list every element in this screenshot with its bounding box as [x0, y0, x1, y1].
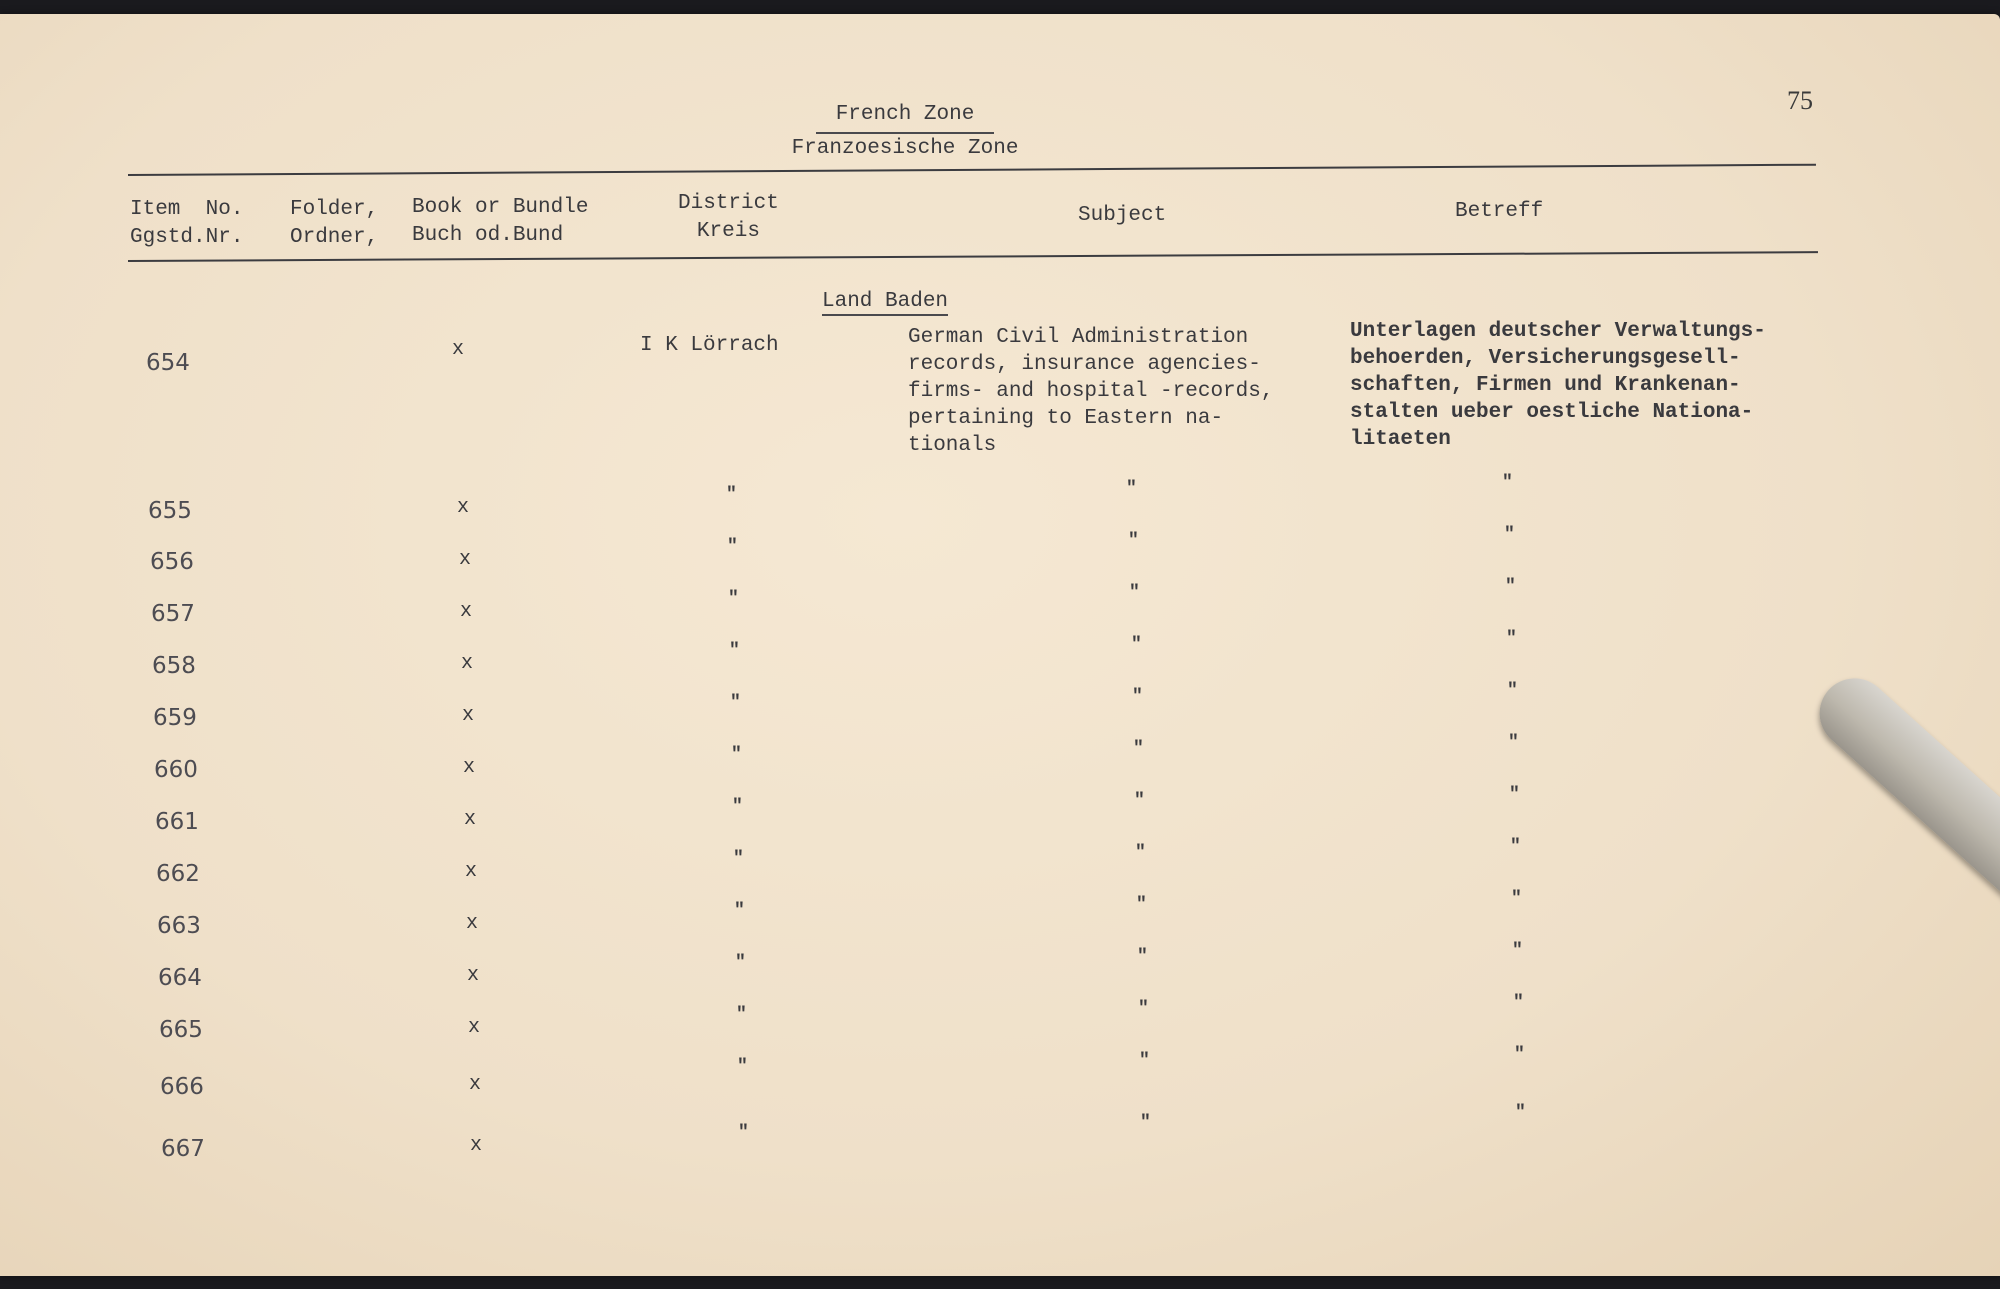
betreff-ditto: " [1507, 681, 1518, 701]
book-mark: x [463, 756, 476, 779]
header-folder [290, 196, 378, 252]
header-folder-de: Ordner, [290, 226, 379, 249]
item-number: 667 [161, 1136, 205, 1162]
betreff-ditto: " [1514, 1045, 1525, 1065]
header-district [678, 190, 779, 246]
header-book [412, 194, 588, 250]
subject-ditto: " [1128, 531, 1139, 551]
subject-ditto: " [1139, 1051, 1150, 1071]
item-number: 665 [159, 1017, 203, 1043]
subject-ditto: " [1137, 947, 1148, 967]
item-number: 656 [150, 549, 194, 575]
betreff-ditto: " [1509, 785, 1520, 805]
item-number: 660 [154, 757, 198, 783]
subject-ditto: " [1131, 635, 1142, 655]
book-mark: x [465, 860, 478, 883]
subject-ditto: " [1140, 1113, 1151, 1133]
district-ditto: " [727, 537, 738, 557]
subject-ditto: " [1138, 999, 1149, 1019]
item-number: 664 [158, 965, 202, 991]
header-top-rule [128, 164, 1816, 176]
book-mark: x [467, 964, 480, 987]
district-ditto: " [729, 641, 740, 661]
item-number: 659 [153, 705, 197, 731]
district-ditto: " [735, 953, 746, 973]
book-mark: x [469, 1073, 482, 1096]
district-ditto: " [734, 901, 745, 921]
page-holder-clip [1805, 664, 2000, 917]
page-number: 75 [1787, 86, 1813, 115]
item-number: 661 [155, 809, 199, 835]
header-folder-en: Folder, [290, 198, 379, 221]
district-ditto: " [733, 849, 744, 869]
section-title: Land Baden [822, 290, 948, 316]
item-number: 663 [157, 913, 201, 939]
header-district-en: District [678, 192, 779, 215]
book-mark: x [466, 912, 479, 935]
zone-title-english: French Zone [816, 100, 995, 134]
book-mark: x [470, 1134, 483, 1157]
subject-ditto: " [1135, 843, 1146, 863]
header-item-no-en: Item No. [130, 198, 244, 221]
betreff-ditto: " [1511, 889, 1522, 909]
header-book-en: Book or Bundle [412, 196, 589, 219]
betreff-ditto: " [1513, 993, 1524, 1013]
district-ditto: " [726, 485, 737, 505]
district-cell: I K Lörrach [640, 334, 779, 357]
item-number: 657 [151, 601, 195, 627]
header-subject: Subject [1078, 204, 1167, 227]
header-bottom-rule [128, 251, 1818, 262]
district-ditto: " [736, 1005, 747, 1025]
district-ditto: " [737, 1057, 748, 1077]
book-mark: x [468, 1016, 481, 1039]
item-number: 662 [156, 861, 200, 887]
item-number: 658 [152, 653, 196, 679]
betreff-ditto: " [1515, 1103, 1526, 1123]
book-mark: x [452, 338, 465, 361]
subject-ditto: " [1129, 583, 1140, 603]
item-number: 654 [146, 350, 190, 376]
item-number: 666 [160, 1074, 204, 1100]
district-ditto: " [730, 693, 741, 713]
district-ditto: " [728, 589, 739, 609]
book-mark: x [461, 652, 474, 675]
header-betreff: Betreff [1455, 200, 1544, 223]
subject-ditto: " [1133, 739, 1144, 759]
betreff-ditto: " [1502, 473, 1513, 493]
zone-title-german: Franzoesische Zone [791, 137, 1019, 160]
subject-ditto: " [1132, 687, 1143, 707]
zone-title [770, 100, 1040, 164]
header-district-de: Kreis [696, 220, 760, 243]
betreff-ditto: " [1506, 629, 1517, 649]
betreff-ditto: " [1505, 577, 1516, 597]
subject-ditto: " [1134, 791, 1145, 811]
betreff-ditto: " [1504, 525, 1515, 545]
header-item-no [130, 196, 243, 252]
betreff-cell: Unterlagen deutscher Verwaltungs- behoerden, Versicherungsgesell- schaften, Firmen und Krankenan- stalten ueber oestliche Nationa- litaeten [1350, 320, 1766, 451]
subject-ditto: " [1126, 479, 1137, 499]
betreff-ditto: " [1508, 733, 1519, 753]
betreff-ditto: " [1512, 941, 1523, 961]
book-mark: x [460, 600, 473, 623]
district-ditto: " [732, 797, 743, 817]
book-mark: x [459, 548, 472, 571]
header-item-no-de: Ggstd.Nr. [130, 226, 244, 249]
district-ditto: " [738, 1123, 749, 1143]
district-ditto: " [731, 745, 742, 765]
subject-cell: German Civil Administration records, insurance agencies- firms- and hospital -records, pertaining to Eastern na- tionals [908, 326, 1274, 457]
subject-ditto: " [1136, 895, 1147, 915]
header-book-de: Buch od.Bund [412, 224, 564, 247]
betreff-ditto: " [1510, 837, 1521, 857]
item-number: 655 [148, 498, 192, 524]
book-mark: x [464, 808, 477, 831]
book-mark: x [462, 704, 475, 727]
book-mark: x [457, 496, 470, 519]
document-page [0, 14, 2000, 1276]
